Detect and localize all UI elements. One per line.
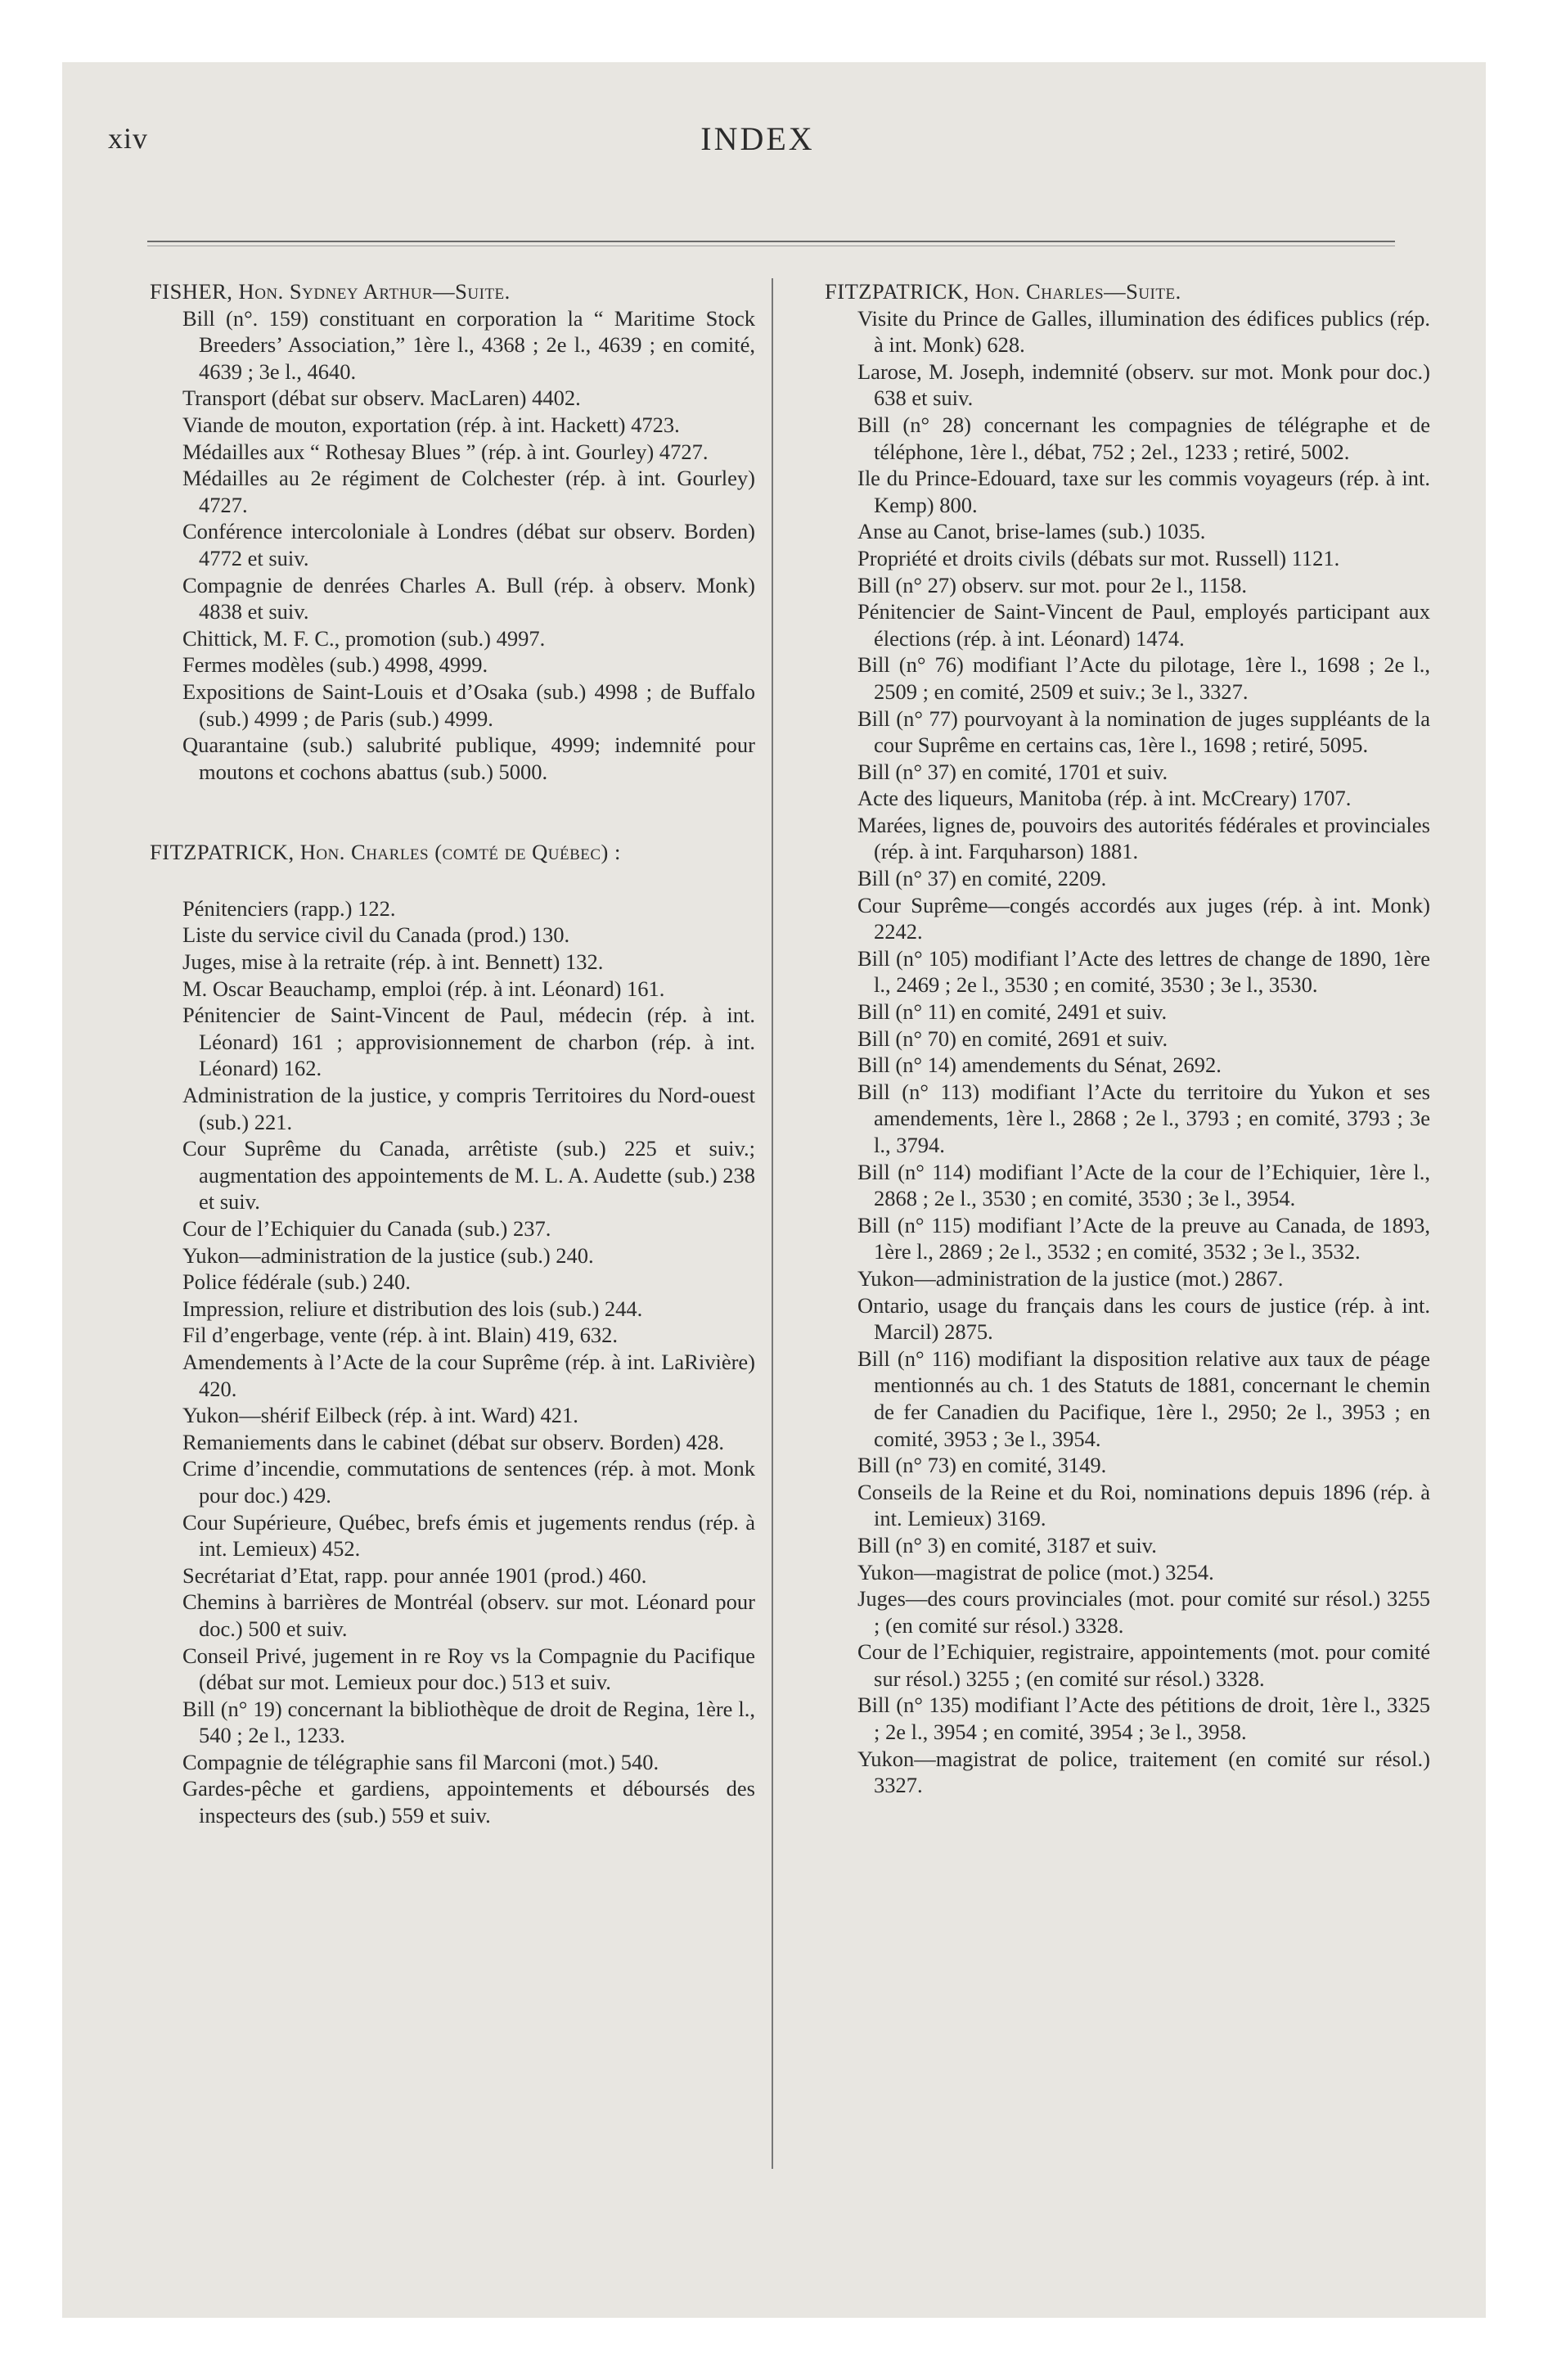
index-item: Conférence intercoloniale à Londres (débat sur observ. Borden) 4772 et suiv. — [182, 519, 755, 570]
index-item: Juges, mise à la retraite (rép. à int. Bennett) 132. — [182, 949, 604, 975]
index-item: Bill (n° 77) pourvoyant à la nomination de juges suppléants de la cour Suprême en certains cas, 1ère l., 1698 ; retiré, 5095. — [857, 705, 1430, 758]
index-item: Bill (n° 28) concernant les compagnies de télégraphe et de téléphone, 1ère l., débat, 752 ; 2el., 1233 ; retiré, 5002. — [857, 412, 1430, 464]
index-item: Bill (n° 70) en comité, 2691 et suiv. — [857, 1025, 1168, 1051]
index-item: Impression, reliure et distribution des lois (sub.) 244. — [182, 1296, 643, 1321]
index-item: Compagnie de denrées Charles A. Bull (rép. à observ. Monk) 4838 et suiv. — [182, 572, 755, 624]
index-item: Bill (n° 105) modifiant l’Acte des lettres de change de 1890, 1ère l., 2469 ; 2e l., 3530 ; en comité, 3530 ; 3e l., 3530. — [857, 945, 1430, 998]
index-item: Pénitencier de Saint-Vincent de Paul, médecin (rép. à int. Léonard) 161 ; approvisionnement de charbon (rép. à int. Léonard) 162. — [182, 1003, 755, 1081]
index-item: Transport (débat sur observ. MacLaren) 4402. — [182, 385, 581, 411]
entry-heading: FISHER, Hon. Sydney Arthur—Suite. — [150, 279, 511, 304]
index-item: Crime d’incendie, commutations de sentences (rép. à mot. Monk pour doc.) 429. — [182, 1456, 755, 1508]
entry-items — [825, 305, 1430, 1799]
index-item: Bill (n° 76) modifiant l’Acte du pilotage, 1ère l., 1698 ; 2e l., 2509 ; en comité, 2509 et suiv.; 3e l., 3327. — [857, 652, 1430, 704]
index-item: Pénitenciers (rapp.) 122. — [182, 895, 396, 921]
index-item: Chemins à barrières de Montréal (observ. sur mot. Léonard pour doc.) 500 et suiv. — [182, 1589, 755, 1641]
index-item: Yukon—magistrat de police, traitement (en comité sur résol.) 3327. — [857, 1746, 1430, 1798]
index-item: Bill (n° 116) modifiant la disposition relative aux taux de péage mentionnés au ch. 1 des Statuts de 1881, concernant le chemin de fer Canadien du Pacifique, 1ère l., 2950; 2e l., 3953 ; en comité, 3953 ; 3e l., 3954. — [857, 1346, 1430, 1451]
page-header — [108, 115, 1407, 164]
index-item: Bill (n° 135) modifiant l’Acte des pétitions de droit, 1ère l., 3325 ; 2e l., 3954 ; en comité, 3954 ; 3e l., 3958. — [857, 1693, 1430, 1745]
index-item: Cour de l’Echiquier, registraire, appointements (mot. pour comité sur résol.) 3255 ; (en comité sur résol.) 3328. — [857, 1639, 1430, 1691]
index-item: Liste du service civil du Canada (prod.) 130. — [182, 922, 570, 948]
index-item: Bill (n° 37) en comité, 1701 et suiv. — [857, 759, 1168, 784]
index-item: Marées, lignes de, pouvoirs des autorités fédérales et provinciales (rép. à int. Farquharson) 1881. — [857, 812, 1430, 864]
entry-items — [150, 895, 755, 1829]
index-item: Acte des liqueurs, Manitoba (rép. à int. McCreary) 1707. — [857, 786, 1352, 811]
index-item: Administration de la justice, y compris Territoires du Nord-ouest (sub.) 221. — [182, 1083, 755, 1134]
entry-heading: FITZPATRICK, Hon. Charles (comté de Québec) : — [150, 840, 621, 865]
index-item: Amendements à l’Acte de la cour Suprême (rép. à int. LaRivière) 420. — [182, 1349, 755, 1401]
index-item: Cour Supérieure, Québec, brefs émis et jugements rendus (rép. à int. Lemieux) 452. — [182, 1509, 755, 1562]
entry-gap — [150, 785, 755, 839]
index-item: Bill (n° 14) amendements du Sénat, 2692. — [857, 1053, 1222, 1078]
index-item: Propriété et droits civils (débats sur mot. Russell) 1121. — [857, 545, 1340, 570]
index-item: Fermes modèles (sub.) 4998, 4999. — [182, 652, 488, 678]
index-item: Conseil Privé, jugement in re Roy vs la Compagnie du Pacifique (débat sur mot. Lemieux pour doc.) 513 et suiv. — [182, 1643, 755, 1695]
page-number: xiv — [108, 122, 149, 155]
left-column — [150, 278, 755, 1829]
index-item: Visite du Prince de Galles, illumination des édifices publics (rép. à int. Monk) 628. — [857, 305, 1430, 358]
index-item: Compagnie de télégraphie sans fil Marconi (mot.) 540. — [182, 1749, 659, 1774]
index-item: Bill (n° 113) modifiant l’Acte du territoire du Yukon et ses amendements, 1ère l., 2868 ; 2e l., 3793 ; en comité, 3793 ; 3e l., 3794. — [857, 1079, 1430, 1157]
index-item: Médailles aux “ Rothesay Blues ” (rép. à int. Gourley) 4727. — [182, 439, 709, 464]
index-item: Cour Suprême du Canada, arrêtiste (sub.) 225 et suiv.; augmentation des appointements de M. L. A. Audette (sub.) 238 et suiv. — [182, 1136, 755, 1215]
index-item: Cour Suprême—congés accordés aux juges (rép. à int. Monk) 2242. — [857, 892, 1430, 944]
index-item: M. Oscar Beauchamp, emploi (rép. à int. Léonard) 161. — [182, 976, 665, 1001]
index-item: Juges—des cours provinciales (mot. pour comité sur résol.) 3255 ; (en comité sur résol.) 3328. — [857, 1586, 1430, 1638]
index-item: Quarantaine (sub.) salubrité publique, 4999; indemnité pour moutons et cochons abattus (sub.) 5000. — [182, 732, 755, 784]
index-item: Larose, M. Joseph, indemnité (observ. sur mot. Monk pour doc.) 638 et suiv. — [857, 358, 1430, 411]
index-item: Pénitencier de Saint-Vincent de Paul, employés participant aux élections (rép. à int. Léonard) 1474. — [857, 599, 1430, 651]
index-item: Police fédérale (sub.) 240. — [182, 1269, 411, 1295]
index-item: Bill (n° 114) modifiant l’Acte de la cour de l’Echiquier, 1ère l., 2868 ; 2e l., 3530 ; en comité, 3530 ; 3e l., 3954. — [857, 1159, 1430, 1211]
index-item: Conseils de la Reine et du Roi, nominations depuis 1896 (rép. à int. Lemieux) 3169. — [857, 1479, 1430, 1531]
right-column — [825, 278, 1430, 1799]
index-item: Yukon—administration de la justice (sub.) 240. — [182, 1242, 594, 1268]
index-item: Bill (n°. 159) constituant en corporation la “ Maritime Stock Breeders’ Association,” 1ère l., 4368 ; 2e l., 4639 ; en comité, 4639 ; 3e l., 4640. — [182, 305, 755, 384]
index-item: Bill (n° 37) en comité, 2209. — [857, 866, 1107, 891]
entry-items — [150, 305, 755, 786]
page-title: INDEX — [700, 120, 815, 157]
index-item: Yukon—administration de la justice (mot.) 2867. — [857, 1265, 1284, 1291]
header-rule — [147, 241, 1395, 242]
entry-heading: FITZPATRICK, Hon. Charles—Suite. — [825, 279, 1181, 304]
index-item: Ile du Prince-Edouard, taxe sur les commis voyageurs (rép. à int. Kemp) 800. — [857, 466, 1430, 517]
index-item: Bill (n° 3) en comité, 3187 et suiv. — [857, 1532, 1157, 1557]
index-item: Gardes-pêche et gardiens, appointements et déboursés des inspecteurs des (sub.) 559 et suiv. — [182, 1776, 755, 1828]
index-item: Expositions de Saint-Louis et d’Osaka (sub.) 4998 ; de Buffalo (sub.) 4999 ; de Paris (sub.) 4999. — [182, 678, 755, 731]
index-item: Médailles au 2e régiment de Colchester (rép. à int. Gourley) 4727. — [182, 466, 755, 517]
index-item: Bill (n° 73) en comité, 3149. — [857, 1453, 1107, 1478]
index-item: Anse au Canot, brise-lames (sub.) 1035. — [857, 519, 1206, 544]
index-item: Bill (n° 19) concernant la bibliothèque de droit de Regina, 1ère l., 540 ; 2e l., 1233. — [182, 1696, 755, 1748]
column-divider — [772, 278, 773, 2169]
index-item: Yukon—magistrat de police (mot.) 3254. — [857, 1559, 1214, 1584]
index-item: Cour de l’Echiquier du Canada (sub.) 237. — [182, 1216, 551, 1241]
index-item: Fil d’engerbage, vente (rép. à int. Blain) 419, 632. — [182, 1323, 619, 1348]
index-item: Ontario, usage du français dans les cours de justice (rép. à int. Marcil) 2875. — [857, 1292, 1430, 1345]
index-item: Chittick, M. F. C., promotion (sub.) 4997. — [182, 625, 546, 651]
index-item: Bill (n° 27) observ. sur mot. pour 2e l., 1158. — [857, 572, 1248, 597]
index-item: Bill (n° 115) modifiant l’Acte de la preuve au Canada, de 1893, 1ère l., 2869 ; 2e l., 3532 ; en comité, 3532 ; 3e l., 3532. — [857, 1212, 1430, 1264]
entry-gap — [150, 866, 755, 895]
index-item: Viande de mouton, exportation (rép. à int. Hackett) 4723. — [182, 412, 680, 437]
index-item: Yukon—shérif Eilbeck (rép. à int. Ward) 421. — [182, 1403, 578, 1428]
index-item: Bill (n° 11) en comité, 2491 et suiv. — [857, 999, 1168, 1025]
index-item: Secrétariat d’Etat, rapp. pour année 1901 (prod.) 460. — [182, 1562, 647, 1588]
index-item: Remaniements dans le cabinet (débat sur observ. Borden) 428. — [182, 1429, 725, 1454]
